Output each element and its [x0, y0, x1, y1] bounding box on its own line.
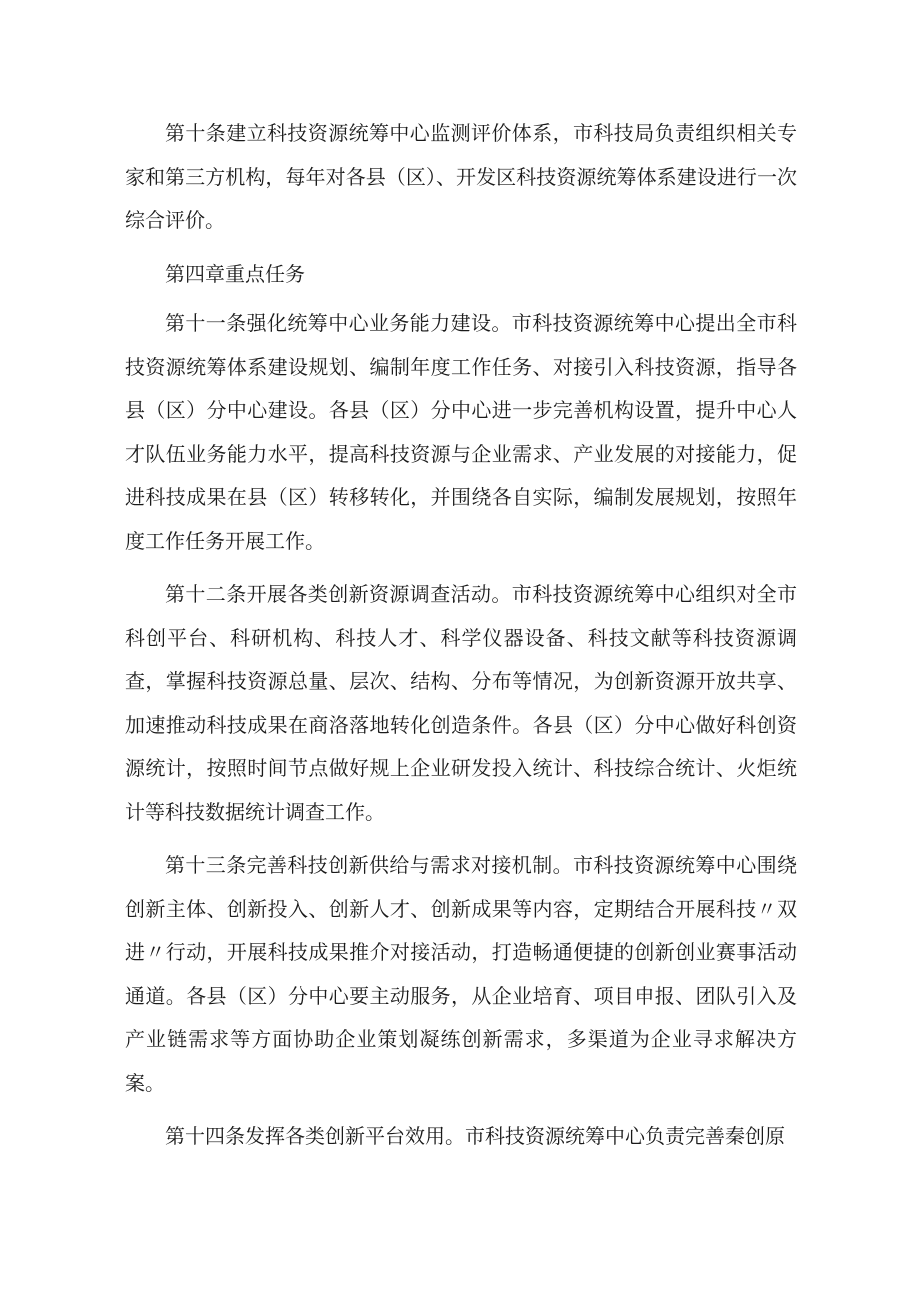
- paragraph-article-12: 第十二条开展各类创新资源调查活动。市科技资源统筹中心组织对全市科创平台、科研机构、科技人才、科学仪器设备、科技文献等科技资源调查，掌握科技资源总量、层次、结构、分布等情况，为创新资源开放共享、加速推动科技成果在商洛落地转化创造条件。各县（区）分中心做好科创资源统计，按照时间节点做好规上企业研发投入统计、科技综合统计、火炬统计等科技数据统计调查工作。: [125, 582, 797, 824]
- paragraph-article-13: 第十三条完善科技创新供给与需求对接机制。市科技资源统筹中心围绕创新主体、创新投入、创新人才、创新成果等内容，定期结合开展科技〃双进〃行动，开展科技成果推介对接活动，打造畅通便捷的创新创业赛事活动通道。各县（区）分中心要主动服务，从企业培育、项目申报、团队引入及产业链需求等方面协助企业策划凝练创新需求，多渠道为企业寻求解决方案。: [125, 853, 797, 1095]
- chapter-heading: 第四章重点任务: [165, 261, 305, 286]
- paragraph-article-11: 第十一条强化统筹中心业务能力建设。市科技资源统筹中心提出全市科技资源统筹体系建设规划、编制年度工作任务、对接引入科技资源，指导各县（区）分中心建设。各县（区）分中心进一步完善机构设置，提升中心人才队伍业务能力水平，提高科技资源与企业需求、产业发展的对接能力，促进科技成果在县（区）转移转化，并围绕各自实际，编制发展规划，按照年度工作任务开展工作。: [125, 311, 797, 553]
- document-body: [125, 112, 797, 1169]
- paragraph-article-14: 第十四条发挥各类创新平台效用。市科技资源统筹中心负责完善秦创原: [165, 1124, 785, 1148]
- paragraph-article-10: 第十条建立科技资源统筹中心监测评价体系，市科技局负责组织相关专家和第三方机构，每年对各县（区）、开发区科技资源统筹体系建设进行一次综合评价。: [125, 121, 797, 232]
